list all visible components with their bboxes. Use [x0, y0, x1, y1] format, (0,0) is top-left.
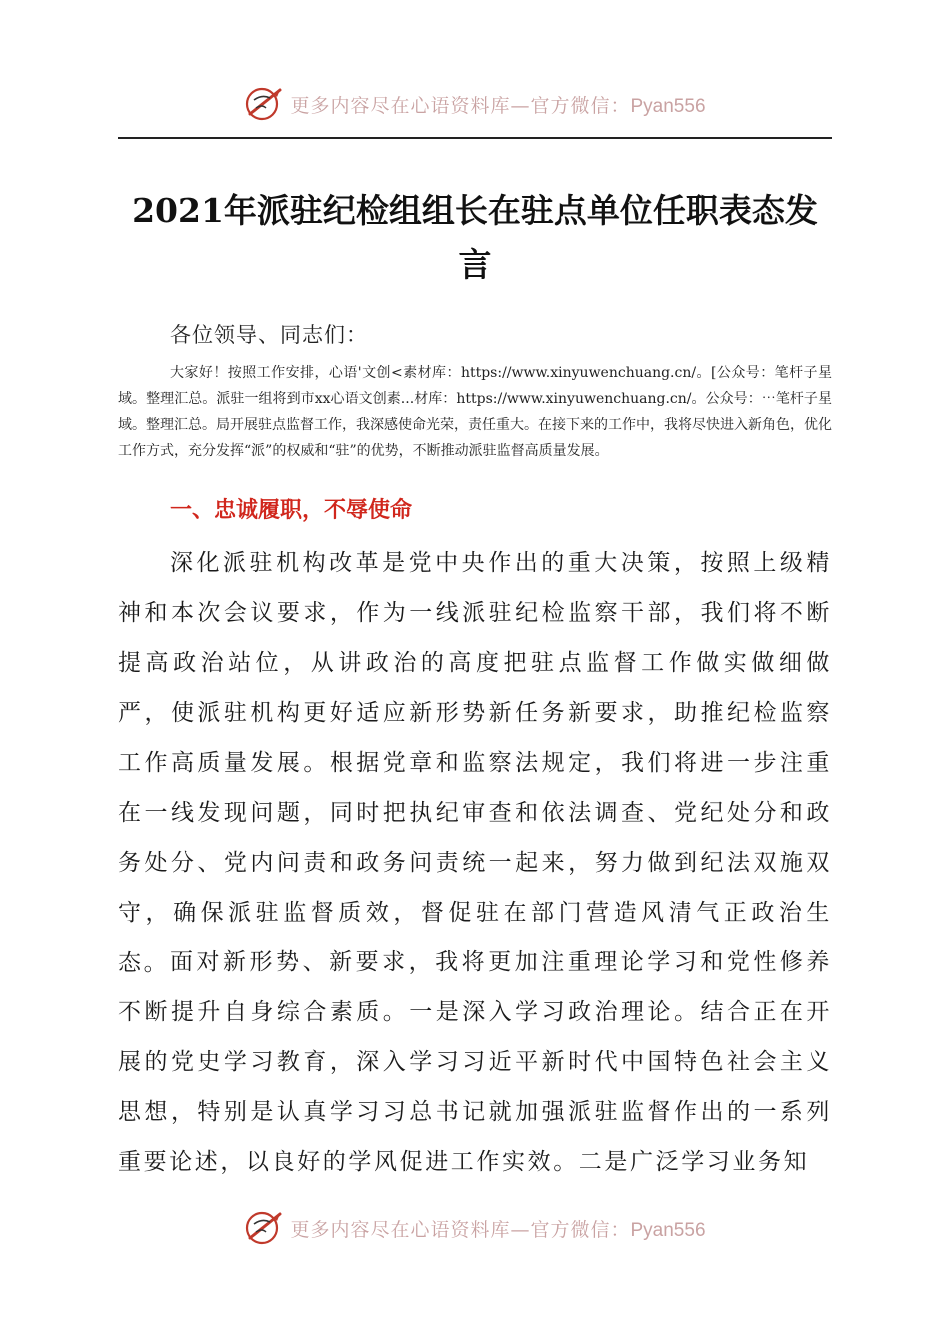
body-paragraph-2: 面对新形势、新要求，我将更加注重理论学习和党性修养不断提升自身综合素质。一是深入学习政治理论。结合正在开展的党史学习教育，深入学习习近平新时代中国特色社会主义思想，特别是认真学习习总书记就加强派驻监督作出的一系列重要论述，以良好的学风促进工作实效。二是广泛学习业务知 — [118, 949, 832, 1175]
watermark-text: 更多内容尽在心语资料库—官方微信：Pyan556 — [290, 94, 706, 117]
body-paragraph-1: 深化派驻机构改革是党中央作出的重大决策，按照上级精神和本次会议要求，作为一线派驻纪检监察干部，我们将不断提高政治站位，从讲政治的高度把驻点监督工作做实做细做严，使派驻机构更好适应新形势新任务新要求，助推纪检监察工作高质量发展。根据党章和监察法规定，我们将进一步注重在一线发现问题，同时把执纪审查和依法调查、党纪处分和政务处分、党内问责和政务问责统一起来，努力做到纪法双施双守，确保派驻监督质效，督促驻在部门营造风清气正政治生态。 — [118, 550, 832, 976]
pen-logo-icon — [244, 84, 284, 124]
footer-watermark — [0, 1206, 950, 1250]
watermark-text: 更多内容尽在心语资料库—官方微信：Pyan556 — [290, 1218, 706, 1241]
header-watermark — [0, 82, 950, 126]
header-rule — [118, 137, 832, 139]
wechat-id: Pyan556 — [630, 95, 706, 117]
section-heading-1: 一、忠诚履职，不辱使命 — [170, 498, 413, 523]
document-title: 2021年派驻纪检组组长在驻点单位任职表态发言 — [132, 191, 818, 284]
salutation: 各位领导、同志们： — [170, 323, 368, 347]
wechat-id: Pyan556 — [630, 1219, 706, 1241]
intro-paragraph: 大家好！按照工作安排，心语'文创<素材库：https://www.xinyuwenchuang.cn/。[公众号：笔杆子星域。整理汇总。派驻一组将到市xx心语文创素...材库：https://www.xinyuwenchuang.cn/。公众号：⋯笔杆子星域。整理汇总。局开展驻点监督工作，我深感使命光荣，责任重大。在接下来的工作中，我将尽快进入新角色，优化工作方式，充分发挥“派”的权威和“驻”的优势，不断推动派驻监督高质量发展。 — [118, 365, 832, 459]
pen-logo-icon — [244, 1208, 284, 1248]
